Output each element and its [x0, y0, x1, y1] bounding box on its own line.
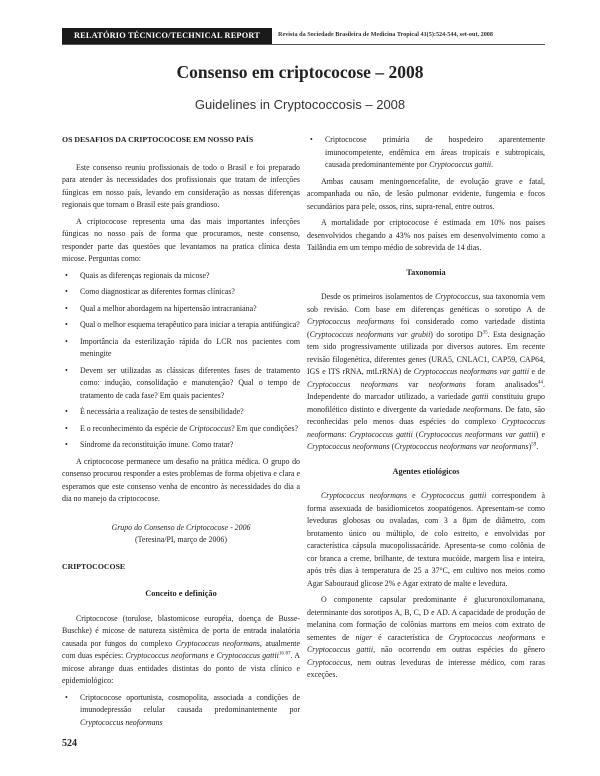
- text-run: Cryptococcus neoformans var grubii: [309, 329, 431, 339]
- bullet-item: [62, 439, 300, 452]
- text-run: A criptococose representa uma das mais importantes infecções fúngicas no nosso país de forma que procuramos, neste consenso, responder parte das questões que levantamos na pratica clínica desta micose. Perguntas como:: [62, 216, 300, 263]
- section-heading: [62, 561, 300, 574]
- section-label: RELATÓRIO TÉCNICO/TECHNICAL REPORT: [62, 28, 272, 44]
- text-run: Qual a melhor abordagem na hipertensão intracraniana?: [80, 303, 257, 313]
- text-run: Criptococose oportunista, cosmopolita, associada a condições de imunodepressão celular causada predominantemente por: [80, 692, 300, 714]
- article-subtitle: Guidelines in Cryptococcosis – 2008: [194, 97, 406, 112]
- text-run: , não ocorrendo em outras espécies do gênero: [373, 645, 545, 654]
- text-run: Cryptococcus neoformans: [448, 632, 536, 642]
- paragraph: [307, 176, 545, 214]
- article-title: Consenso em criptococose – 2008: [176, 62, 424, 82]
- text-run: Quais as diferenças regionais da micose?: [80, 270, 210, 280]
- bullet-item: [62, 365, 300, 403]
- bullet-item: [62, 319, 300, 332]
- bullet-item: [62, 303, 300, 316]
- text-run: foram analisados: [465, 379, 539, 389]
- text-run: Criptococcus: [189, 423, 232, 433]
- text-run: .: [491, 160, 494, 169]
- text-run: constituiu grupo monofilético distinto e divergente da variedade: [307, 392, 545, 414]
- text-run: ): [528, 442, 532, 451]
- bullet-item: [62, 336, 300, 361]
- text-run: OS DESAFIOS DA CRIPTOCOCOSE EM NOSSO PAÍS: [62, 135, 254, 144]
- text-run: Cryptococcus neoformans: [80, 717, 163, 727]
- text-run: Criptococose primária de hospedeiro aparentemente imunocompetente, endêmica em áreas tropicais e subtropicais, causada predominantemente por: [325, 135, 545, 169]
- text-run: e de: [529, 367, 545, 376]
- text-run: , nem outras leveduras de interesse médico, com raras exceções.: [307, 657, 545, 679]
- text-run: ) do sorotipo D: [430, 329, 483, 339]
- text-run: Cryptococcus gattii: [216, 651, 279, 660]
- bullet-item: [62, 406, 300, 419]
- text-run: e: [406, 491, 421, 500]
- text-run: :: [344, 429, 350, 439]
- text-run: Criptococose (torulose, blastomicose européia, doença de Busse-Buschke) é micose de natureza sistêmica de porta de entrada inalatória causada por fungos do complexo: [62, 613, 300, 648]
- text-run: Cryptococcus neoformans var gattii: [413, 367, 530, 376]
- text-run: ? Em que condições?: [231, 423, 299, 433]
- text-run: Importância da esterilização rápida do LCR nos pacientes com meningite: [80, 336, 300, 358]
- running-header: [62, 28, 545, 45]
- text-run: Cryptococcus gattii: [307, 645, 374, 654]
- subsection-heading: [307, 267, 545, 280]
- text-run: e: [208, 651, 217, 660]
- text-run: É necessária a realização de testes de sensibilidade?: [80, 407, 244, 416]
- text-run: Desde os primeiros isolamentos de: [321, 292, 436, 301]
- text-run: Cryptococcus neoformans var neoformans: [394, 442, 529, 451]
- text-run: Cryptococcus neoformans: [307, 417, 545, 439]
- bullet-item: [62, 270, 300, 283]
- text-run: Devem ser utilizadas as clássicas diferentes fases de tratamento como: indução, consolidação e manutenção? Qual o tempo de tratamento de cada fase? Em quais pacientes?: [80, 365, 300, 400]
- paragraph: [307, 217, 545, 255]
- bullet-item: [62, 286, 300, 299]
- text-run: Este consenso reuniu profissionais de todo o Brasil e foi preparado para atender às necessidades dos profissionais que tratam de infecções fúngicas em nosso país, levando em consideração as nossas diferenças regionais que tornam o Brasil este país grandioso.: [62, 162, 300, 209]
- section-heading: [62, 134, 300, 147]
- paragraph: [62, 456, 300, 506]
- text-run: Cryptococcus neoformans var gattii: [418, 429, 536, 439]
- text-run: O componente capsular predominante é glucuronoxilomanana, determinante dos sorotipos A, B, C, D e AD. A capacidade de produção de melanina com formação de colônias marrons em meios com extrato de sementes de: [307, 595, 545, 642]
- page-number: 524: [62, 738, 77, 749]
- text-run: Agentes etiológicos: [392, 466, 460, 476]
- reference-citation: 59: [531, 442, 537, 448]
- text-run: Cryptococcus neoformans: [307, 379, 398, 389]
- text-run: neoformans: [428, 379, 466, 389]
- paragraph: [62, 613, 300, 688]
- text-run: Cryptococcus neoformans: [321, 491, 407, 500]
- signature-line: [62, 534, 300, 547]
- text-run: Cryptococcus neoformans: [125, 651, 209, 660]
- paragraph: [307, 490, 545, 590]
- text-run: Cryptococcus gattii: [420, 491, 487, 500]
- text-run: (Teresina/PI, março de 2006): [135, 535, 227, 544]
- subsection-heading: [307, 466, 545, 479]
- text-run: Cryptococcus neoformans: [307, 317, 395, 326]
- bullet-item: [307, 134, 545, 172]
- text-run: correspondem à forma assexuada de basidiomicetos zoopatógenos. Apresentam-se como leveduras globosas ou ovaladas, com 3 a 8µm de diâmetro, com brotamento único ou múltiplo, de colo estreito, e envolvidas por característica cápsula mucopolissacáride. Apresenta-se como colônia de cor branca a creme, brilhante, de textura mucóide, margem lisa e inteira, após três dias à temperatura de 25 a 37°C, em cultivo nos meios como Agar Sabouraud glicose 2% e Agar extrato de malte e levedura.: [307, 491, 545, 588]
- subsection-heading: [62, 588, 300, 601]
- text-run: e: [535, 632, 546, 642]
- text-run: Cryptococcus neoformans: [175, 638, 260, 648]
- text-run: . De fato, são reconhecidas pelo menos duas espécies do complexo: [307, 404, 545, 426]
- text-run: Síndrome da reconstituição imune. Como tratar?: [80, 440, 234, 449]
- text-run: A criptococose permanece um desafio na prática médica. O grupo do consenso procurou responder a estes problemas de forma objetiva e clara e esperamos que este consenso venha de encontro às necessidades do dia a dia no manejo da criptococose.: [62, 456, 300, 503]
- journal-citation: Revista da Sociedade Brasileira de Medicina Tropical 41(5):524-544, set-out, 2008: [278, 31, 493, 38]
- text-run: . Esta designação tem sido progressivamente utilizada por diversos autores. Em recente revisão filogenética, diferentes genes (URA5, CNLAC1, CAP59, CAP64, IGS e ITS rRNA, mtLrRNA) de: [307, 329, 545, 376]
- bullet-item: [62, 692, 300, 730]
- text-run: gattii: [471, 392, 489, 401]
- bullet-item: [62, 423, 300, 436]
- text-run: Cryptococcus gattii: [349, 429, 413, 439]
- text-run: Qual o melhor esquema terapêutico para iniciar a terapia antifúngica?: [80, 320, 300, 329]
- text-run: neoformans: [463, 404, 501, 414]
- text-run: Cryptococcus gattii: [429, 160, 492, 169]
- paragraph: [62, 216, 300, 266]
- text-run: Ambas causam meningoencefalite, de evolução grave e fatal, acompanhada ou não, de lesão pulmonar evidente, fungemia e focos secundários para pele, ossos, rins, supra-renal, entre outros.: [307, 176, 545, 211]
- text-run: Conceito e definição: [145, 589, 217, 598]
- text-run: Cryptococcus neoformans: [307, 442, 390, 451]
- paragraph: [307, 291, 545, 454]
- reference-citation: 16 87: [278, 651, 291, 657]
- text-run: Como diagnosticar as diferentes formas clínicas?: [80, 287, 235, 296]
- text-run: (: [412, 429, 419, 439]
- text-run: (: [389, 442, 395, 451]
- text-run: var: [397, 379, 429, 389]
- text-run: é característica de: [372, 632, 449, 642]
- right-column: [307, 134, 545, 686]
- spacer: [62, 547, 300, 561]
- text-run: ) e: [535, 429, 545, 439]
- paragraph: [62, 162, 300, 212]
- text-run: CRIPTOCOCOSE: [62, 561, 126, 571]
- text-run: Taxonomia: [406, 267, 446, 277]
- text-run: Cryptococcus: [307, 657, 351, 667]
- text-run: , atualmente com duas espécies:: [62, 638, 301, 660]
- text-run: . A micose abrange duas entidades distintas do ponto de vista clínico e epidemiológico:: [62, 651, 300, 685]
- left-column: [62, 134, 300, 733]
- text-run: A mortalidade por criptococose é estimada em 10% nos países desenvolvidos chegando a 43% nos países em desenvolvimento como a Tailândia em um tempo médio de sobrevida de 14 dias.: [307, 218, 545, 252]
- signature-group: [62, 522, 300, 535]
- text-run: Grupo do Consenso de Criptococose - 2006: [111, 522, 251, 532]
- text-run: Cryptococcus: [435, 292, 479, 301]
- reference-citation: 35: [482, 329, 488, 335]
- text-run: E o reconhecimento da espécie de: [80, 423, 190, 433]
- text-run: foi considerado como variedade distinta (: [307, 317, 545, 339]
- reference-citation: 44: [538, 379, 544, 385]
- text-run: .: [536, 442, 539, 451]
- text-run: niger: [355, 632, 373, 642]
- text-run: . Independente do marcador utilizado, a variedade: [307, 379, 546, 401]
- paragraph: [307, 594, 545, 682]
- text-run: , sua taxonomia vem sob revisão. Com base em diferenças genéticas o sorotipo A de: [307, 292, 545, 314]
